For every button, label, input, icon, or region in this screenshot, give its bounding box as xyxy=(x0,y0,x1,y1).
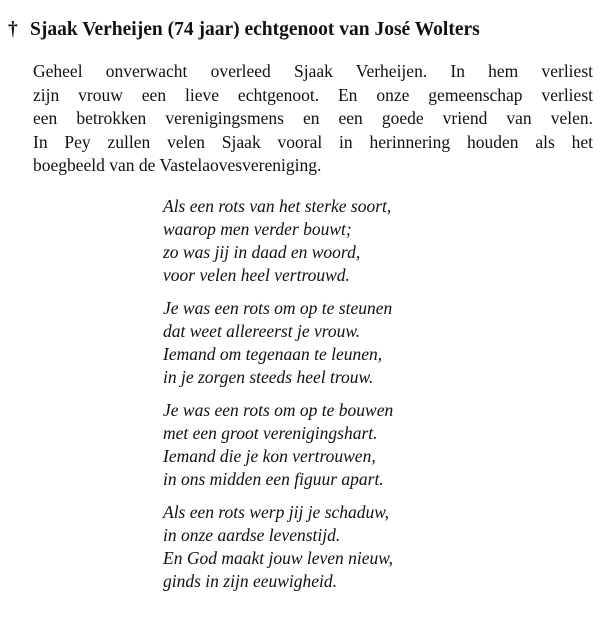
poem-verse: zo was jij in daad en woord, xyxy=(163,242,361,262)
poem-verse: Je was een rots om op te steunen xyxy=(163,298,393,318)
poem-verse: voor velen heel vertrouwd. xyxy=(163,265,350,285)
poem-verse: ginds in zijn eeuwigheid. xyxy=(163,571,338,591)
intro-line: boegbeeld van de Vastelaovesvereniging. xyxy=(33,155,322,175)
poem-verse: En God maakt jouw leven nieuw, xyxy=(163,548,394,568)
poem-verse: in ons midden een figuur apart. xyxy=(163,469,384,489)
poem-stanza-1 xyxy=(163,195,463,287)
poem-stanza-2 xyxy=(163,297,463,389)
poem-stanza-4 xyxy=(163,501,463,593)
poem-verse: Als een rots van het sterke soort, xyxy=(163,196,392,216)
poem-verse: in je zorgen steeds heel trouw. xyxy=(163,367,374,387)
poem-verse: dat weet allereerst je vrouw. xyxy=(163,321,361,341)
poem-verse: in onze aardse levenstijd. xyxy=(163,525,341,545)
cross-icon: † xyxy=(8,19,18,40)
poem-verse: met een groot verenigingshart. xyxy=(163,423,378,443)
intro-line: zijn vrouw een lieve echtgenoot. En onze gemeenschap verliest xyxy=(33,84,593,105)
poem-verse: Als een rots werp jij je schaduw, xyxy=(163,502,390,522)
intro-line: een betrokken verenigingsmens en een goede vriend van velen. xyxy=(33,108,593,128)
poem-verse: Iemand om tegenaan te leunen, xyxy=(163,344,383,364)
intro-paragraph xyxy=(33,60,593,178)
poem-verse: Je was een rots om op te bouwen xyxy=(163,400,394,420)
memorial-poem xyxy=(163,195,463,603)
obituary-heading xyxy=(8,18,598,42)
intro-line: In Pey zullen velen Sjaak vooral in herinnering houden als het xyxy=(33,131,593,152)
poem-verse: Iemand die je kon vertrouwen, xyxy=(163,446,376,466)
poem-verse: waarop men verder bouwt; xyxy=(163,219,352,239)
intro-line: Geheel onverwacht overleed Sjaak Verheijen. In hem verliest xyxy=(33,61,593,81)
obituary-title: Sjaak Verheijen (74 jaar) echtgenoot van José Wolters xyxy=(30,19,480,40)
poem-stanza-3 xyxy=(163,399,463,491)
